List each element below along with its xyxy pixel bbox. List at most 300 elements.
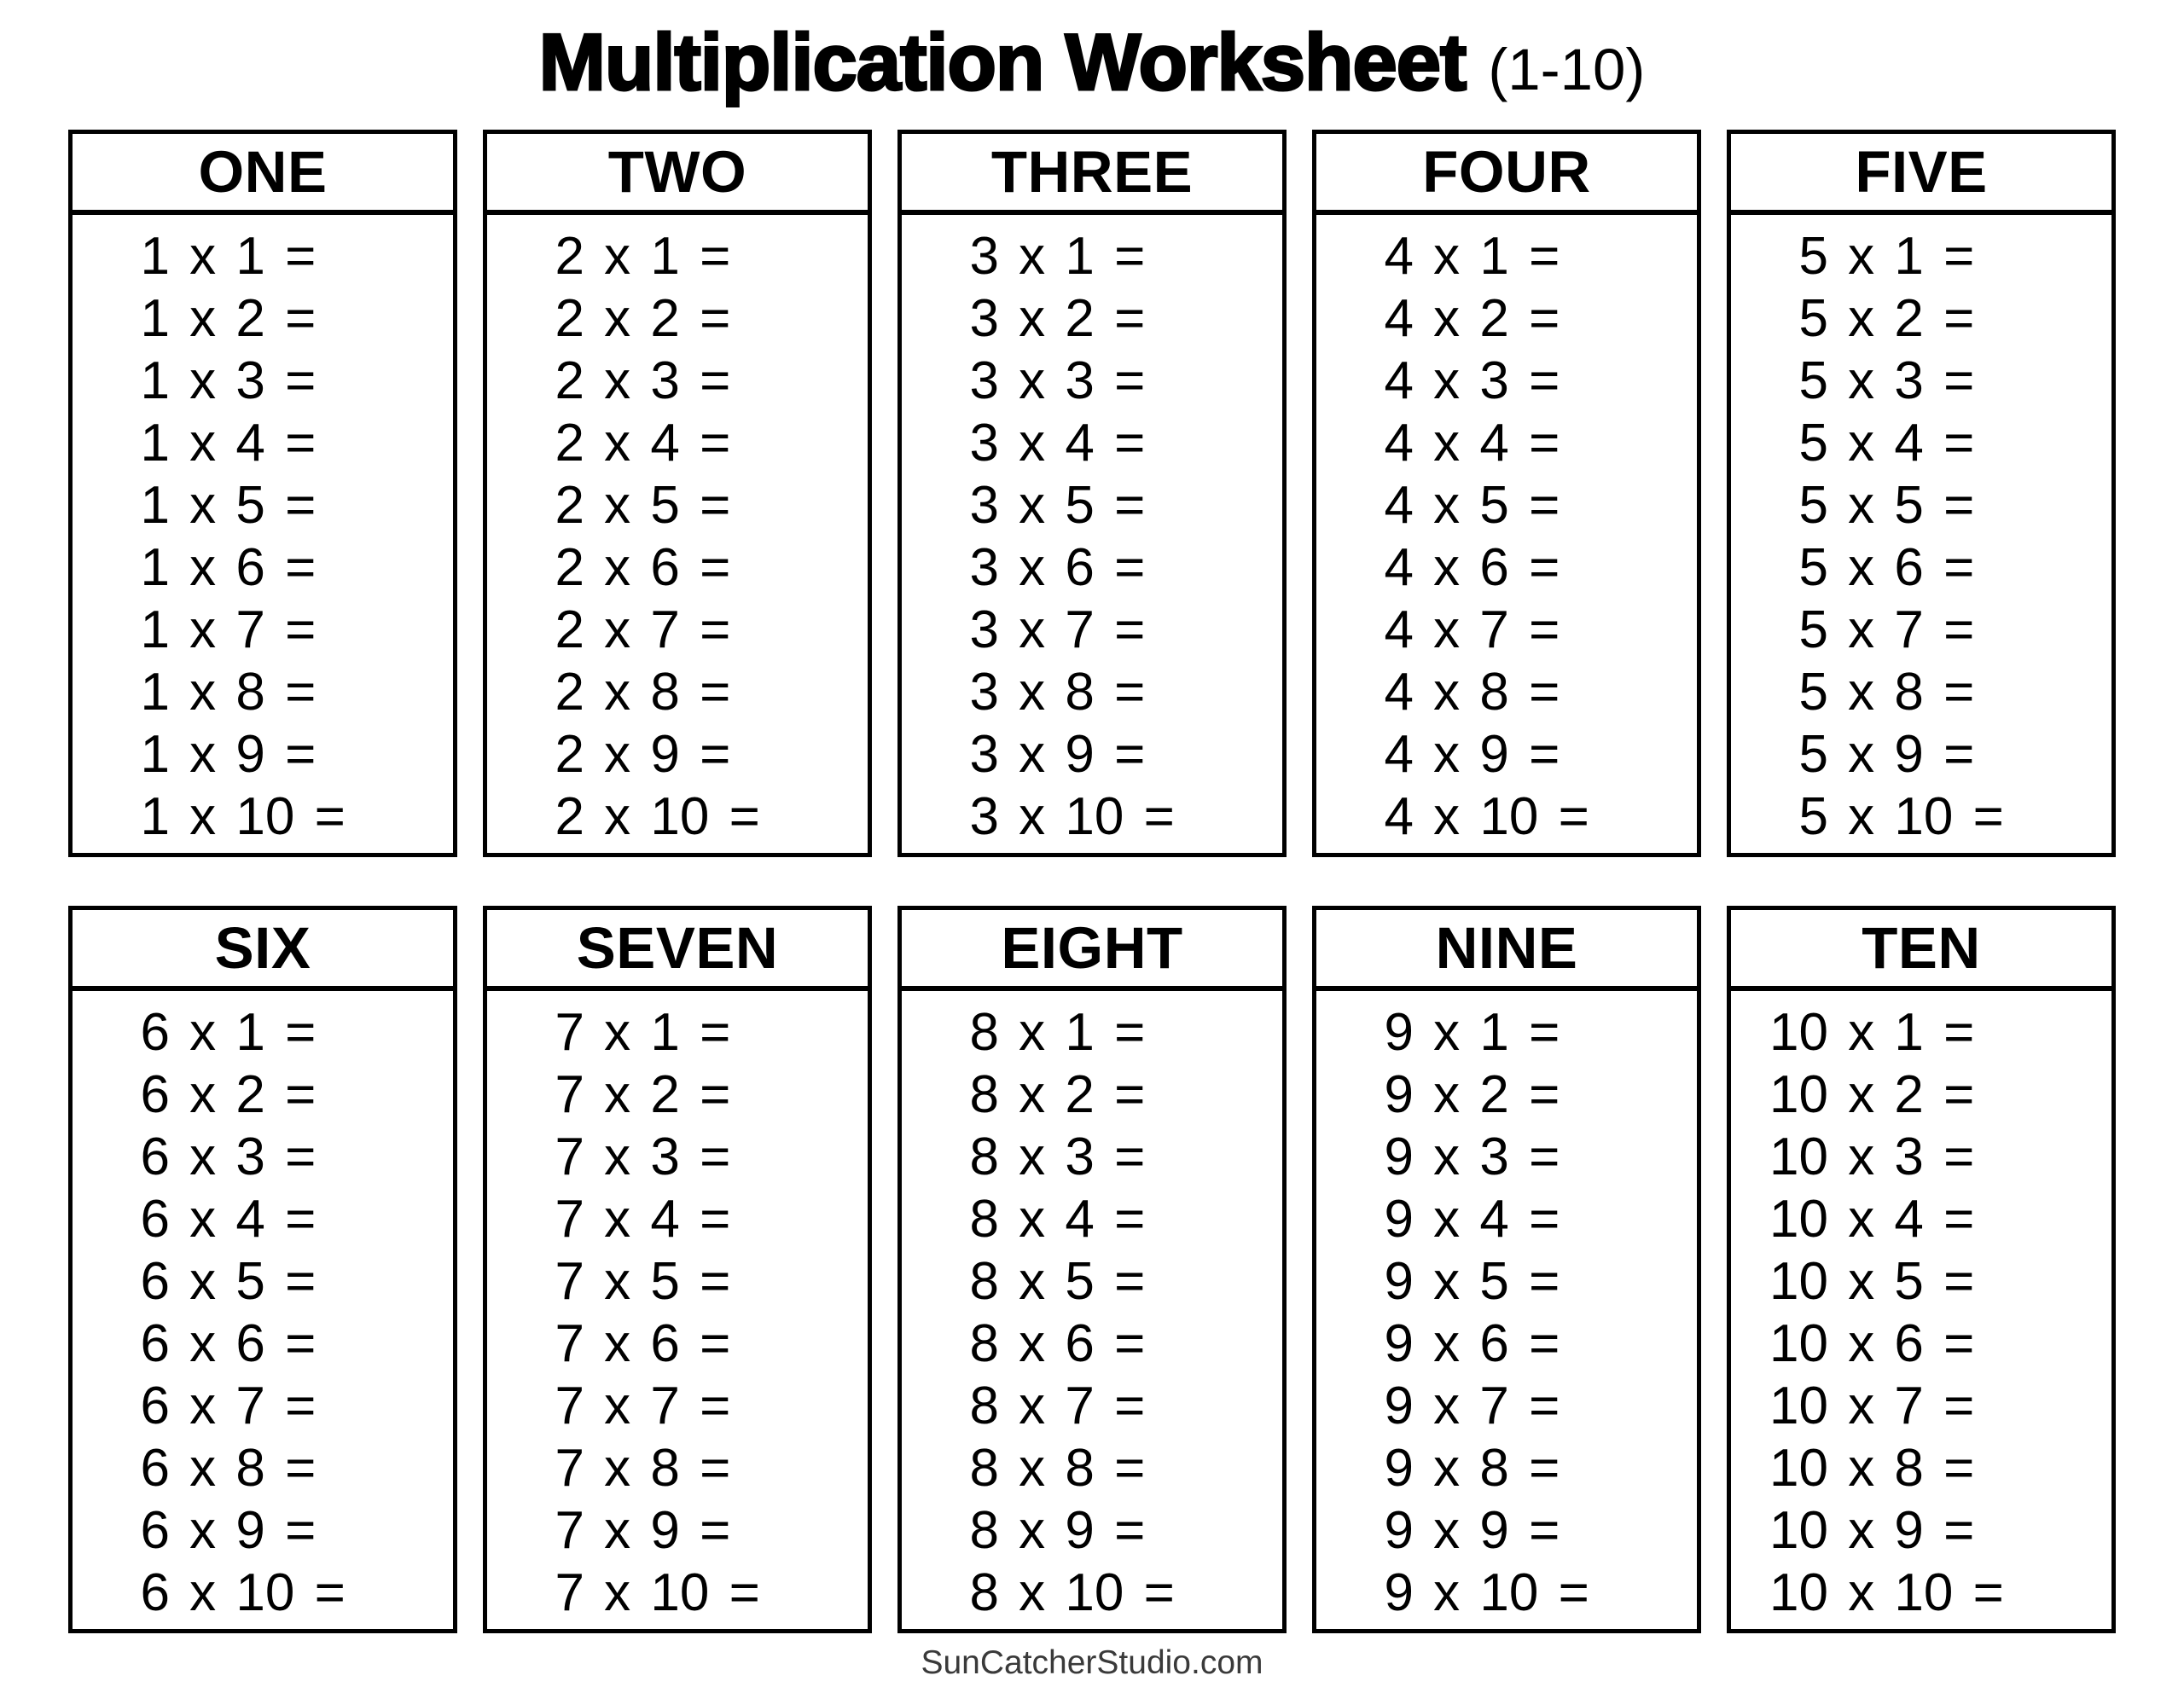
problem-row [111,536,450,599]
problem-rest: x 6 = [169,538,317,597]
factor-first: 10 [1769,1252,1828,1311]
table-ten [1727,906,2116,1633]
factor-first: 7 [555,1065,584,1124]
problem-row [526,1562,864,1624]
problem-rest: x 2 = [584,1065,731,1124]
problem-rest: x 6 = [998,1314,1146,1373]
problem-rest: x 9 = [998,725,1146,784]
factor-first: 10 [1769,1439,1828,1498]
factor-first: 4 [1384,351,1414,410]
factor-first: 2 [555,787,584,846]
problem-row [111,474,450,536]
problem-rest: x 10 = [584,1563,760,1622]
problem-rest: x 1 = [584,1003,731,1062]
problem-row [526,1313,864,1375]
factor-first: 6 [140,1377,170,1435]
problem-rest: x 10 = [1827,787,2004,846]
factor-first: 8 [969,1065,999,1124]
problem-row [111,1188,450,1250]
problem-rest: x 9 = [1827,725,1975,784]
problem-rest: x 2 = [1413,1065,1560,1124]
factor-first: 6 [140,1252,170,1311]
problem-rest: x 6 = [1827,538,1975,597]
problem-row [1355,1562,1693,1624]
problem-rest: x 3 = [584,351,731,410]
problem-row [940,287,1279,350]
factor-first: 4 [1384,538,1414,597]
problem-rest: x 4 = [1827,414,1975,472]
problem-rest: x 3 = [1413,1128,1560,1186]
factor-first: 8 [969,1190,999,1249]
factor-first: 3 [969,227,999,286]
factor-first: 2 [555,600,584,659]
factor-first: 7 [555,1128,584,1186]
problem-row [111,1064,450,1126]
factor-first: 6 [140,1128,170,1186]
factor-first: 3 [969,663,999,722]
factor-first: 10 [1769,1314,1828,1373]
problem-rest: x 2 = [998,1065,1146,1124]
factor-first: 5 [1798,476,1828,535]
problem-rest: x 7 = [169,600,317,659]
table-body [1316,215,1697,848]
factor-first: 1 [140,227,170,286]
problem-rest: x 7 = [584,600,731,659]
factor-first: 10 [1769,1190,1828,1249]
factor-first: 5 [1798,351,1828,410]
problem-rest: x 9 = [1827,1501,1975,1560]
problem-row [940,1126,1279,1188]
factor-first: 1 [140,289,170,348]
factor-first: 6 [140,1190,170,1249]
problem-row [111,599,450,661]
factor-first: 2 [555,663,584,722]
problem-row [526,1188,864,1250]
problem-rest: x 3 = [998,1128,1146,1186]
factor-first: 6 [140,1003,170,1062]
factor-first: 8 [969,1439,999,1498]
problem-rest: x 3 = [584,1128,731,1186]
table-header: TWO [487,134,868,215]
problem-row [1769,599,2108,661]
factor-first: 2 [555,351,584,410]
factor-first: 1 [140,600,170,659]
factor-first: 7 [555,1377,584,1435]
table-three [897,130,1287,857]
problem-row [1769,474,2108,536]
problem-row [1769,1064,2108,1126]
problem-row [526,1064,864,1126]
problem-rest: x 10 = [1827,1563,2004,1622]
problem-rest: x 2 = [169,289,317,348]
problem-row [111,1437,450,1499]
problem-row [1769,1499,2108,1562]
problem-rest: x 5 = [1413,476,1560,535]
problem-rest: x 2 = [1827,289,1975,348]
problem-rest: x 1 = [584,227,731,286]
factor-first: 9 [1384,1252,1414,1311]
problem-rest: x 6 = [584,1314,731,1373]
factor-first: 9 [1384,1190,1414,1249]
problem-rest: x 9 = [169,725,317,784]
problem-rest: x 5 = [584,476,731,535]
factor-first: 9 [1384,1439,1414,1498]
table-eight [897,906,1287,1633]
factor-first: 9 [1384,1128,1414,1186]
problem-row [526,474,864,536]
factor-first: 3 [969,476,999,535]
problem-rest: x 4 = [1413,414,1560,472]
problem-row [1769,536,2108,599]
problem-rest: x 9 = [584,725,731,784]
problem-row [1355,599,1693,661]
factor-first: 2 [555,414,584,472]
problem-rest: x 4 = [998,414,1146,472]
factor-first: 5 [1798,227,1828,286]
problem-rest: x 7 = [1827,600,1975,659]
problem-rest: x 2 = [169,1065,317,1124]
factor-first: 4 [1384,414,1414,472]
factor-first: 1 [140,476,170,535]
problem-row [940,1313,1279,1375]
problem-rest: x 5 = [1827,1252,1975,1311]
factor-first: 2 [555,476,584,535]
problem-rest: x 10 = [998,787,1175,846]
factor-first: 10 [1769,1065,1828,1124]
factor-first: 7 [555,1501,584,1560]
problem-rest: x 2 = [998,289,1146,348]
table-header: ONE [73,134,453,215]
factor-first: 2 [555,227,584,286]
factor-first: 10 [1769,1003,1828,1062]
problem-rest: x 6 = [998,538,1146,597]
table-body [902,991,1282,1624]
problem-row [1355,536,1693,599]
problem-row [1355,1064,1693,1126]
problem-row [526,661,864,723]
problem-row [1355,723,1693,786]
problem-rest: x 7 = [169,1377,317,1435]
problem-row [1769,661,2108,723]
problem-row [1355,1437,1693,1499]
factor-first: 4 [1384,725,1414,784]
factor-first: 7 [555,1003,584,1062]
table-body [73,215,453,848]
table-one [68,130,457,857]
problem-rest: x 3 = [1413,351,1560,410]
problem-row [940,723,1279,786]
problem-row [1769,350,2108,412]
problem-row [1769,225,2108,287]
factor-first: 7 [555,1439,584,1498]
problem-rest: x 3 = [169,1128,317,1186]
factor-first: 1 [140,725,170,784]
problem-rest: x 3 = [1827,351,1975,410]
factor-first: 4 [1384,787,1414,846]
factor-first: 2 [555,289,584,348]
problem-row [940,1250,1279,1313]
factor-first: 5 [1798,538,1828,597]
problem-rest: x 5 = [1413,1252,1560,1311]
problem-rest: x 4 = [1413,1190,1560,1249]
problem-rest: x 8 = [998,663,1146,722]
problem-row [111,1001,450,1064]
tables-grid [0,125,2184,1633]
problem-row [1769,723,2108,786]
problem-rest: x 4 = [998,1190,1146,1249]
factor-first: 9 [1384,1501,1414,1560]
problem-row [1769,1313,2108,1375]
factor-first: 5 [1798,600,1828,659]
problem-rest: x 10 = [1413,787,1589,846]
problem-row [1355,474,1693,536]
problem-row [111,723,450,786]
problem-row [940,1375,1279,1437]
table-header: THREE [902,134,1282,215]
problem-row [1355,661,1693,723]
problem-row [526,786,864,848]
problem-rest: x 1 = [998,1003,1146,1062]
problem-row [1355,1126,1693,1188]
factor-first: 9 [1384,1065,1414,1124]
factor-first: 3 [969,600,999,659]
problem-row [111,1562,450,1624]
problem-row [526,287,864,350]
problem-row [111,661,450,723]
footer-credit: SunCatcherStudio.com [921,1644,1263,1681]
problem-rest: x 9 = [584,1501,731,1560]
problem-row [940,1188,1279,1250]
factor-first: 1 [140,414,170,472]
factor-first: 5 [1798,725,1828,784]
problem-row [1769,1188,2108,1250]
table-four [1312,130,1701,857]
factor-first: 2 [555,538,584,597]
factor-first: 3 [969,289,999,348]
table-six [68,906,457,1633]
problem-rest: x 8 = [584,663,731,722]
table-header: FOUR [1316,134,1697,215]
problem-rest: x 1 = [1827,227,1975,286]
factor-first: 8 [969,1563,999,1622]
problem-row [111,350,450,412]
problem-rest: x 6 = [169,1314,317,1373]
problem-row [526,1437,864,1499]
table-body [1316,991,1697,1624]
problem-rest: x 6 = [1413,1314,1560,1373]
problem-row [526,1126,864,1188]
table-five [1727,130,2116,857]
factor-first: 9 [1384,1314,1414,1373]
problem-row [1769,1375,2108,1437]
factor-first: 5 [1798,787,1828,846]
problem-row [526,412,864,474]
factor-first: 4 [1384,476,1414,535]
problem-rest: x 5 = [169,476,317,535]
problem-row [111,1250,450,1313]
problem-row [940,1001,1279,1064]
problem-row [940,599,1279,661]
problem-rest: x 8 = [169,663,317,722]
table-header: TEN [1731,910,2111,991]
problem-rest: x 5 = [584,1252,731,1311]
factor-first: 8 [969,1003,999,1062]
problem-row [1355,1375,1693,1437]
factor-first: 8 [969,1501,999,1560]
problem-row [1769,287,2108,350]
problem-rest: x 3 = [169,351,317,410]
title-bar [0,0,2184,125]
problem-row [111,1499,450,1562]
problem-row [1355,225,1693,287]
factor-first: 8 [969,1252,999,1311]
table-header: EIGHT [902,910,1282,991]
factor-first: 3 [969,414,999,472]
factor-first: 5 [1798,663,1828,722]
problem-rest: x 9 = [998,1501,1146,1560]
table-body [1731,215,2111,848]
problem-rest: x 10 = [1413,1563,1589,1622]
problem-rest: x 8 = [169,1439,317,1498]
problem-row [111,287,450,350]
problem-rest: x 2 = [1413,289,1560,348]
problem-rest: x 2 = [584,289,731,348]
problem-row [940,1499,1279,1562]
problem-row [1769,1001,2108,1064]
problem-row [940,536,1279,599]
problem-rest: x 3 = [1827,1128,1975,1186]
problem-rest: x 8 = [1827,1439,1975,1498]
problem-rest: x 3 = [998,351,1146,410]
problem-rest: x 9 = [169,1501,317,1560]
problem-row [1355,1001,1693,1064]
factor-first: 9 [1384,1563,1414,1622]
table-two [483,130,872,857]
factor-first: 8 [969,1314,999,1373]
problem-row [526,536,864,599]
problem-rest: x 1 = [1413,227,1560,286]
table-seven [483,906,872,1633]
factor-first: 7 [555,1190,584,1249]
factor-first: 1 [140,787,170,846]
table-body [73,991,453,1624]
factor-first: 1 [140,663,170,722]
factor-first: 4 [1384,600,1414,659]
problem-rest: x 1 = [169,227,317,286]
problem-row [1355,1250,1693,1313]
factor-first: 3 [969,538,999,597]
problem-rest: x 7 = [1827,1377,1975,1435]
problem-rest: x 10 = [169,1563,346,1622]
table-body [902,215,1282,848]
factor-first: 8 [969,1128,999,1186]
problem-row [111,786,450,848]
problem-row [111,1313,450,1375]
problem-rest: x 4 = [169,1190,317,1249]
factor-first: 6 [140,1065,170,1124]
table-body [487,991,868,1624]
factor-first: 6 [140,1314,170,1373]
factor-first: 5 [1798,289,1828,348]
factor-first: 10 [1769,1563,1828,1622]
problem-row [1355,287,1693,350]
factor-first: 3 [969,787,999,846]
factor-first: 4 [1384,289,1414,348]
problem-row [526,1375,864,1437]
table-body [487,215,868,848]
problem-rest: x 9 = [1413,725,1560,784]
table-header: SIX [73,910,453,991]
problem-rest: x 2 = [1827,1065,1975,1124]
problem-row [526,1001,864,1064]
problem-row [526,350,864,412]
problem-rest: x 4 = [169,414,317,472]
problem-row [1355,786,1693,848]
problem-row [1769,786,2108,848]
page-title: Multiplication Worksheet [538,17,1467,107]
factor-first: 3 [969,351,999,410]
problem-row [940,412,1279,474]
problem-rest: x 7 = [1413,600,1560,659]
factor-first: 8 [969,1377,999,1435]
factor-first: 7 [555,1252,584,1311]
problem-rest: x 1 = [169,1003,317,1062]
problem-row [1355,1188,1693,1250]
problem-rest: x 7 = [998,600,1146,659]
problem-rest: x 5 = [998,1252,1146,1311]
problem-row [1355,1499,1693,1562]
problem-rest: x 7 = [584,1377,731,1435]
title-range: (1-10) [1488,37,1646,102]
table-body [1731,991,2111,1624]
problem-rest: x 5 = [1827,476,1975,535]
problem-rest: x 9 = [1413,1501,1560,1560]
problem-row [1769,412,2108,474]
problem-rest: x 8 = [998,1439,1146,1498]
problem-row [940,786,1279,848]
problem-rest: x 5 = [998,476,1146,535]
problem-row [1355,1313,1693,1375]
problem-rest: x 6 = [1827,1314,1975,1373]
problem-row [940,1562,1279,1624]
problem-rest: x 8 = [1413,1439,1560,1498]
problem-rest: x 10 = [998,1563,1175,1622]
problem-rest: x 10 = [169,787,346,846]
problem-rest: x 6 = [1413,538,1560,597]
problem-rest: x 1 = [1413,1003,1560,1062]
problem-rest: x 4 = [584,1190,731,1249]
factor-first: 2 [555,725,584,784]
problem-row [940,1064,1279,1126]
problem-row [1769,1126,2108,1188]
table-header: NINE [1316,910,1697,991]
problem-row [526,599,864,661]
factor-first: 10 [1769,1501,1828,1560]
factor-first: 5 [1798,414,1828,472]
problem-row [526,723,864,786]
problem-row [1355,412,1693,474]
problem-rest: x 5 = [169,1252,317,1311]
problem-row [940,225,1279,287]
problem-row [111,225,450,287]
factor-first: 7 [555,1314,584,1373]
problem-rest: x 1 = [998,227,1146,286]
factor-first: 7 [555,1563,584,1622]
factor-first: 4 [1384,663,1414,722]
factor-first: 9 [1384,1377,1414,1435]
factor-first: 1 [140,351,170,410]
factor-first: 3 [969,725,999,784]
